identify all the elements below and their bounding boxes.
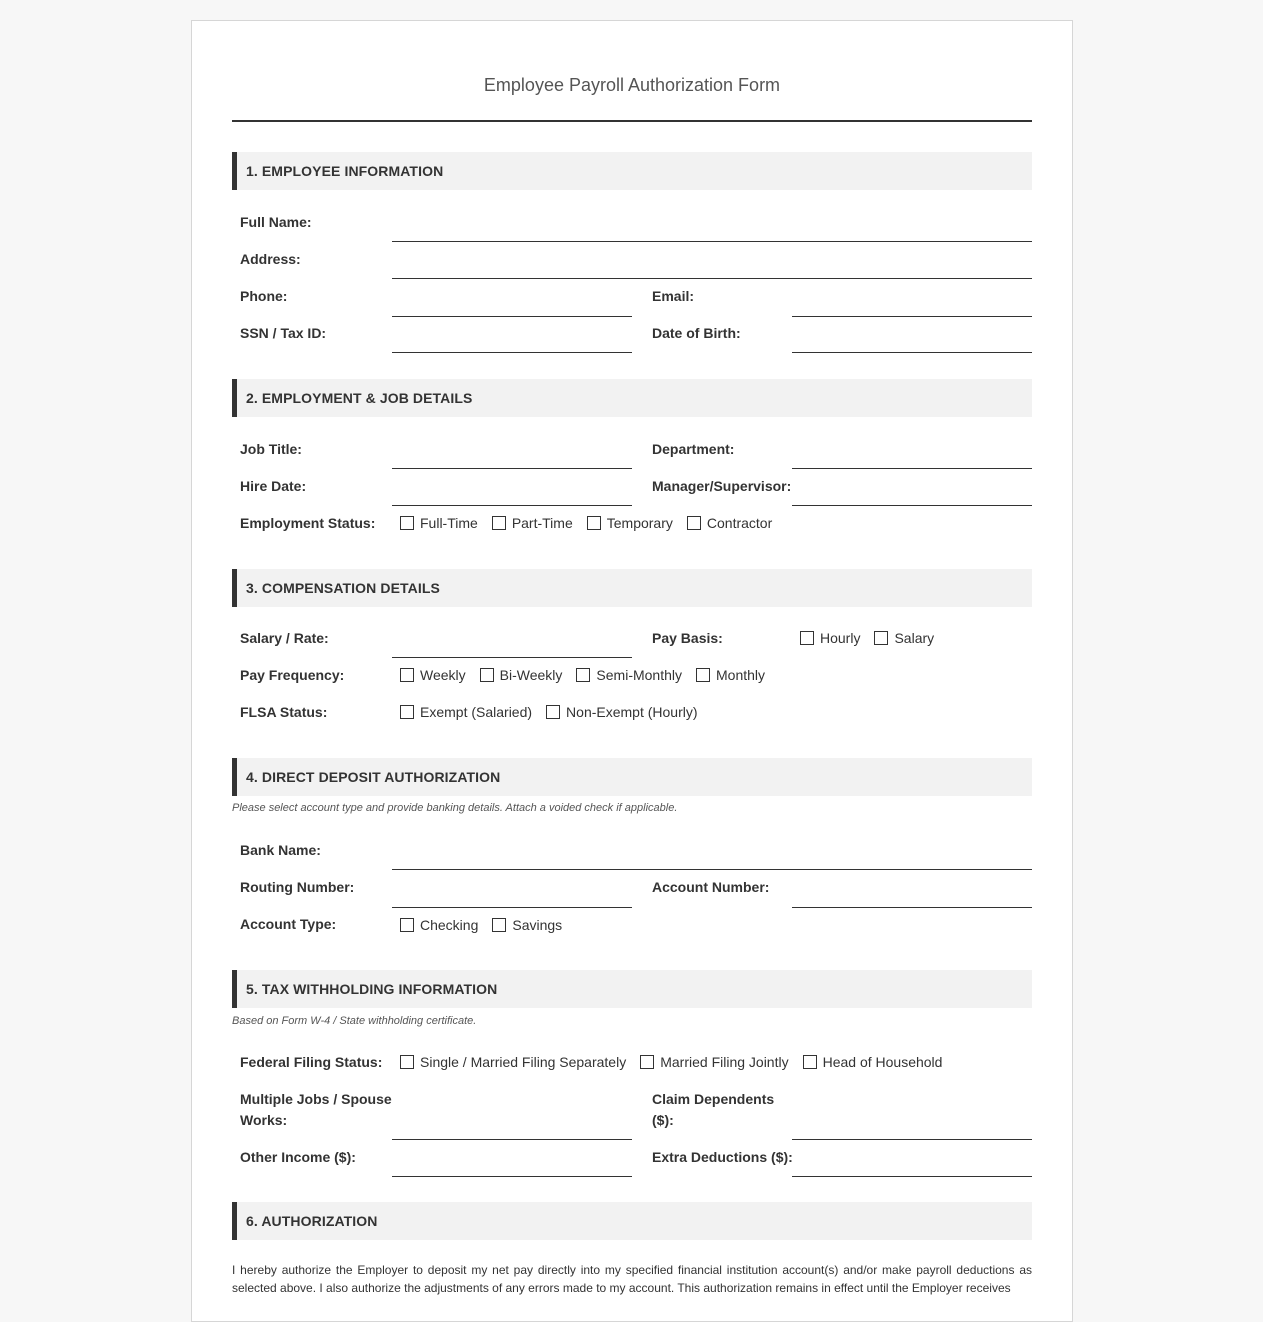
monthly-option[interactable]: Monthly	[696, 667, 765, 683]
multiple-jobs-label: Multiple Jobs / Spouse Works:	[240, 1091, 392, 1128]
routing-number-label: Routing Number:	[240, 879, 355, 895]
weekly-option[interactable]: Weekly	[400, 667, 466, 683]
dob-label: Date of Birth:	[652, 325, 741, 341]
employment-status-label: Employment Status:	[240, 515, 376, 531]
department-label: Department:	[652, 441, 735, 457]
checkbox[interactable]	[696, 668, 710, 682]
email-field[interactable]	[792, 316, 1032, 317]
direct-deposit-note: Please select account type and provide banking details. Attach a voided check if applicable.	[232, 802, 678, 814]
other-income-label: Other Income ($):	[240, 1149, 356, 1165]
section-4-heading: 4. DIRECT DEPOSIT AUTHORIZATION	[232, 758, 1032, 796]
phone-label: Phone:	[240, 288, 288, 304]
department-field[interactable]	[792, 468, 1032, 469]
checkbox[interactable]	[400, 668, 414, 682]
title-divider	[232, 120, 1032, 122]
full-time-option[interactable]: Full-Time	[400, 515, 478, 531]
email-label: Email:	[652, 288, 695, 304]
job-title-label: Job Title:	[240, 441, 302, 457]
routing-number-field[interactable]	[392, 907, 632, 908]
bank-name-field[interactable]	[392, 869, 1032, 870]
manager-field[interactable]	[792, 505, 1032, 506]
section-3-heading: 3. COMPENSATION DETAILS	[232, 569, 1032, 607]
claim-dependents-field[interactable]	[792, 1139, 1032, 1140]
salary-rate-field[interactable]	[392, 657, 632, 658]
checkbox[interactable]	[687, 516, 701, 530]
multiple-jobs-field[interactable]	[392, 1139, 632, 1140]
authorization-text: I hereby authorize the Employer to deposit my net pay directly into my specified financial institution account(s) and/or make payroll deductions as selected above. I also authorize the adjustments of any errors made to my account. This authorization remains in effect until the Employer receives	[232, 1263, 1032, 1295]
extra-deductions-label: Extra Deductions ($):	[652, 1149, 793, 1165]
checkbox[interactable]	[640, 1055, 654, 1069]
extra-deductions-field[interactable]	[792, 1176, 1032, 1177]
pay-basis-label: Pay Basis:	[652, 630, 723, 646]
checkbox[interactable]	[400, 516, 414, 530]
pay-basis-options	[800, 630, 948, 646]
exempt-option[interactable]: Exempt (Salaried)	[400, 704, 532, 720]
full-name-label: Full Name:	[240, 214, 312, 230]
flsa-options	[400, 704, 712, 720]
hire-date-label: Hire Date:	[240, 478, 307, 494]
checkbox[interactable]	[546, 705, 560, 719]
section-6-heading: 6. AUTHORIZATION	[232, 1202, 1032, 1240]
contractor-option[interactable]: Contractor	[687, 515, 772, 531]
married-jointly-option[interactable]: Married Filing Jointly	[640, 1054, 788, 1070]
filing-status-label: Federal Filing Status:	[240, 1054, 383, 1070]
part-time-option[interactable]: Part-Time	[492, 515, 573, 531]
semi-monthly-option[interactable]: Semi-Monthly	[576, 667, 682, 683]
account-number-label: Account Number:	[652, 879, 770, 895]
form-page	[191, 20, 1073, 1322]
ssn-label: SSN / Tax ID:	[240, 325, 327, 341]
non-exempt-option[interactable]: Non-Exempt (Hourly)	[546, 704, 697, 720]
savings-option[interactable]: Savings	[492, 917, 562, 933]
address-label: Address:	[240, 251, 301, 267]
claim-dependents-label: Claim Dependents ($):	[652, 1091, 775, 1128]
section-5-heading: 5. TAX WITHHOLDING INFORMATION	[232, 970, 1032, 1008]
checkbox[interactable]	[874, 631, 888, 645]
checkbox[interactable]	[800, 631, 814, 645]
ssn-field[interactable]	[392, 352, 632, 353]
single-option[interactable]: Single / Married Filing Separately	[400, 1054, 626, 1070]
address-field[interactable]	[392, 278, 1032, 279]
checkbox[interactable]	[492, 918, 506, 932]
head-of-household-option[interactable]: Head of Household	[803, 1054, 943, 1070]
flsa-label: FLSA Status:	[240, 704, 328, 720]
full-name-field[interactable]	[392, 241, 1032, 242]
job-title-field[interactable]	[392, 468, 632, 469]
account-number-field[interactable]	[792, 907, 1032, 908]
section-2-heading: 2. EMPLOYMENT & JOB DETAILS	[232, 379, 1032, 417]
hourly-option[interactable]: Hourly	[800, 630, 860, 646]
other-income-field[interactable]	[392, 1176, 632, 1177]
bank-name-label: Bank Name:	[240, 842, 321, 858]
checking-option[interactable]: Checking	[400, 917, 478, 933]
checkbox[interactable]	[480, 668, 494, 682]
pay-frequency-options	[400, 667, 779, 683]
account-type-label: Account Type:	[240, 916, 337, 932]
checkbox[interactable]	[400, 1055, 414, 1069]
checkbox[interactable]	[400, 705, 414, 719]
dob-field[interactable]	[792, 352, 1032, 353]
salary-option[interactable]: Salary	[874, 630, 934, 646]
checkbox[interactable]	[400, 918, 414, 932]
filing-status-options	[400, 1054, 956, 1070]
pay-frequency-label: Pay Frequency:	[240, 667, 345, 683]
tax-withholding-note: Based on Form W-4 / State withholding certificate.	[232, 1015, 477, 1027]
section-1-heading: 1. EMPLOYEE INFORMATION	[232, 152, 1032, 190]
phone-field[interactable]	[392, 316, 632, 317]
bi-weekly-option[interactable]: Bi-Weekly	[480, 667, 563, 683]
checkbox[interactable]	[576, 668, 590, 682]
hire-date-field[interactable]	[392, 505, 632, 506]
manager-label: Manager/Supervisor:	[652, 478, 792, 494]
checkbox[interactable]	[492, 516, 506, 530]
temporary-option[interactable]: Temporary	[587, 515, 673, 531]
checkbox[interactable]	[587, 516, 601, 530]
account-type-options	[400, 917, 576, 933]
checkbox[interactable]	[803, 1055, 817, 1069]
salary-rate-label: Salary / Rate:	[240, 630, 329, 646]
employment-status-options	[400, 515, 786, 531]
form-title: Employee Payroll Authorization Form	[483, 75, 781, 95]
